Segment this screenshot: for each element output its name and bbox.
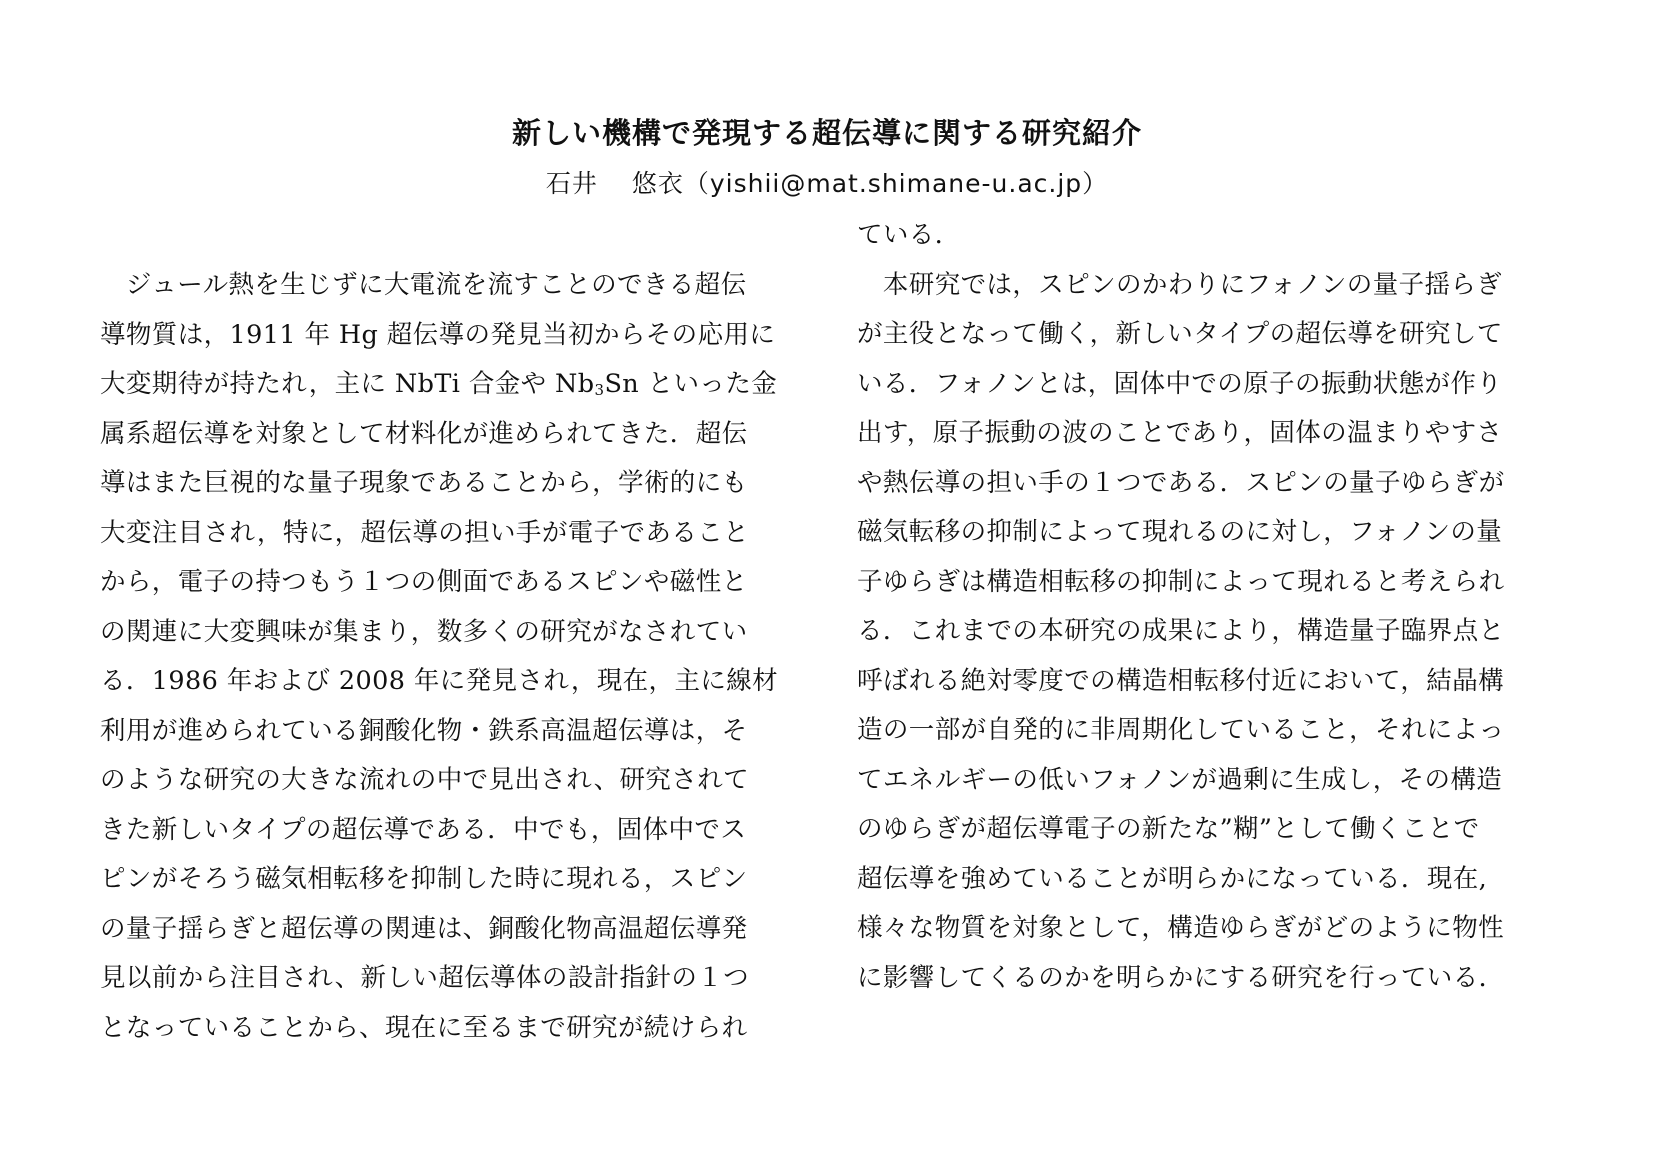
body-line: いる．フォノンとは，固体中での原子の振動状態が作り xyxy=(857,368,1503,399)
body-line: きた新しいタイプの超伝導である．中でも，固体中でス xyxy=(100,814,747,845)
body-line: 出す，原子振動の波のことであり，固体の温まりやすさ xyxy=(857,418,1503,448)
body-line-text: 大変期待が持たれ，主に NbTi 合金や Nb xyxy=(100,369,595,399)
body-line: る．これまでの本研究の成果により，構造量子臨界点と xyxy=(857,616,1505,646)
body-line: の関連に大変興味が集まり，数多くの研究がなされてい xyxy=(100,616,748,647)
body-line: 属系超伝導を対象として材料化が進められてきた．超伝 xyxy=(100,418,748,449)
body-line: や熱伝導の担い手の１つである．スピンの量子ゆらぎが xyxy=(857,467,1505,498)
body-line: に影響してくるのかを明らかにする研究を行っている． xyxy=(857,962,1505,993)
body-line: ピンがそろう磁気相転移を抑制した時に現れる，スピン xyxy=(100,864,748,894)
body-line: の量子揺らぎと超伝導の関連は、銅酸化物高温超伝導発 xyxy=(100,913,748,944)
body-line: 子ゆらぎは構造相転移の抑制によって現れると考えられ xyxy=(857,566,1505,597)
body-line: 導はまた巨視的な量子現象であることから，学術的にも xyxy=(100,468,748,498)
author-given-name: 悠衣 xyxy=(631,169,684,198)
body-line: 様々な物質を対象として，構造ゆらぎがどのように物性 xyxy=(857,913,1504,943)
body-line: 呼ばれる絶対零度での構造相転移付近において，結晶構 xyxy=(857,665,1504,696)
body-line: が主役となって働く，新しいタイプの超伝導を研究して xyxy=(857,319,1503,349)
body-line-text: Sn といった金 xyxy=(604,369,778,399)
author-line xyxy=(0,166,1654,202)
body-line: 導物質は，1911 年 Hg 超伝導の発見当初からその応用に xyxy=(100,319,776,350)
body-line: のゆらぎが超伝導電子の新たな”糊”として働くことで xyxy=(857,814,1480,844)
subscript: 3 xyxy=(594,381,605,399)
author-family-name: 石井 xyxy=(545,169,598,198)
right-column xyxy=(857,211,1557,1003)
body-line: から，電子の持つもう１つの側面であるスピンや磁性と xyxy=(100,567,748,597)
body-line: る．1986 年および 2008 年に発見され，現在，主に線材 xyxy=(100,666,779,696)
body-line: 超伝導を強めていることが明らかになっている．現在, xyxy=(857,863,1488,894)
body-line: となっていることから、現在に至るまで研究が続けられ xyxy=(100,1012,748,1043)
body-line xyxy=(100,360,800,410)
author-email: （yishii@mat.shimane-u.ac.jp） xyxy=(683,169,1109,198)
page-title: 新しい機構で発現する超伝導に関する研究紹介 xyxy=(511,116,1142,150)
left-column xyxy=(100,261,800,1053)
body-line: 見以前から注目され、新しい超伝導体の設計指針の１つ xyxy=(100,963,750,993)
body-line: ジュール熱を生じずに大電流を流すことのできる超伝 xyxy=(100,270,747,300)
body-line: 磁気転移の抑制によって現れるのに対し，フォノンの量 xyxy=(857,517,1503,547)
body-line: てエネルギーの低いフォノンが過剰に生成し，その構造 xyxy=(857,764,1503,795)
body-line: のような研究の大きな流れの中で見出され、研究されて xyxy=(100,765,750,795)
body-line: 造の一部が自発的に非周期化していること，それによっ xyxy=(857,715,1505,745)
body-line: 利用が進められている銅酸化物・鉄系高温超伝導は，そ xyxy=(100,715,748,746)
body-line: 本研究では，スピンのかわりにフォノンの量子揺らぎ xyxy=(857,269,1503,300)
body-line: 大変注目され，特に，超伝導の担い手が電子であること xyxy=(100,517,750,548)
body-line: ている． xyxy=(857,220,961,250)
